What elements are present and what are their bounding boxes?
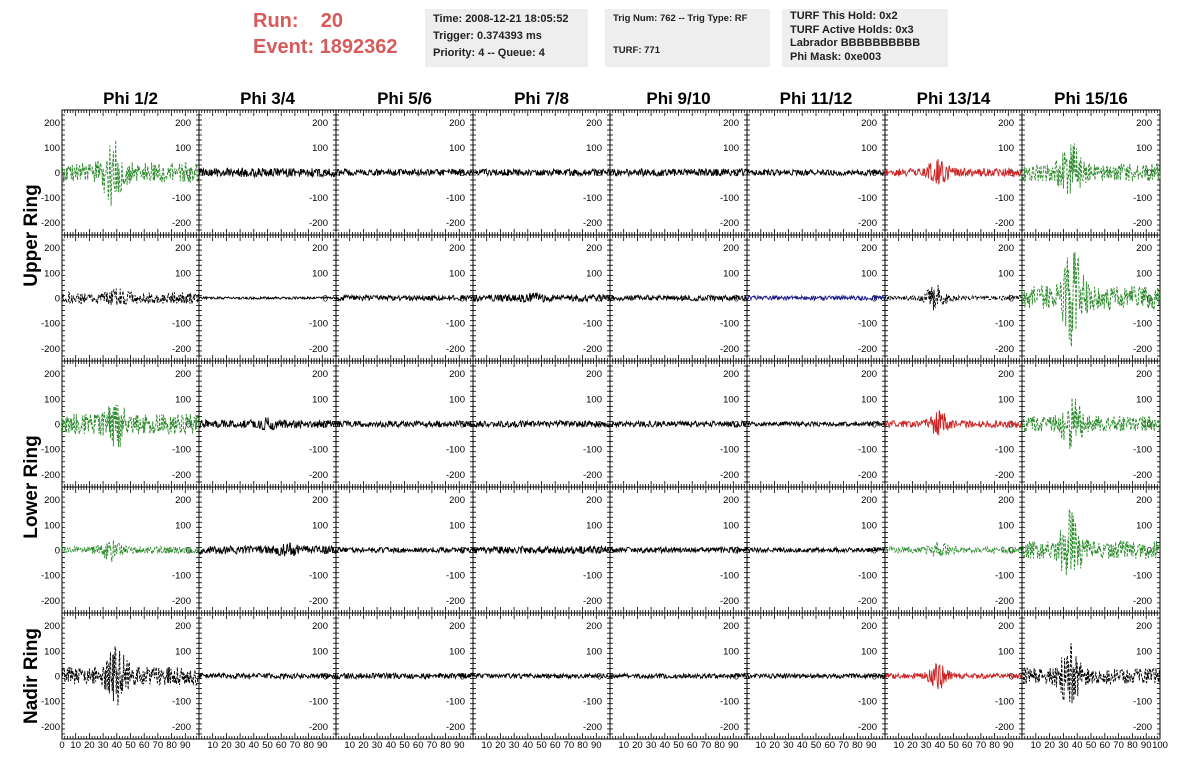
phi-column-label: Phi 13/14 [916, 89, 991, 108]
y-tick-label: 0 [1008, 168, 1014, 179]
waveform-trace [336, 421, 473, 427]
y-tick-label: 0 [54, 545, 60, 557]
y-tick-label: 200 [723, 243, 739, 255]
y-tick-label: 0 [733, 293, 739, 305]
y-tick-label: 200 [175, 243, 191, 255]
waveform-trace [885, 410, 1022, 435]
y-tick-label: 100 [586, 520, 602, 532]
y-tick-label: 0 [871, 419, 877, 431]
y-tick-label: 100 [586, 394, 602, 406]
info-line: TURF: 771 [613, 45, 660, 56]
y-tick-label: 0 [871, 545, 877, 557]
y-tick-label: -100 [719, 193, 739, 204]
y-tick-label: 100 [44, 520, 60, 532]
y-tick-label: 0 [185, 419, 191, 431]
y-tick-label: 100 [723, 394, 739, 406]
phi-column-label: Phi 5/6 [377, 89, 432, 108]
y-tick-label: -200 [171, 469, 191, 481]
y-tick-label: -100 [582, 444, 602, 456]
y-tick-label: -200 [445, 218, 465, 229]
y-tick-label: -200 [308, 595, 328, 607]
y-tick-label: 0 [322, 168, 328, 179]
y-tick-label: 200 [861, 495, 877, 507]
y-tick-label: -200 [40, 469, 60, 481]
y-tick-label: -200 [857, 343, 877, 355]
y-tick-label: 0 [185, 293, 191, 305]
y-tick-label: 100 [1136, 394, 1152, 406]
y-tick-label: 200 [449, 369, 465, 381]
y-tick-label: -200 [1132, 218, 1152, 229]
y-tick-label: 0 [459, 545, 465, 557]
y-tick-label: 100 [449, 143, 465, 154]
y-tick-label: 0 [596, 293, 602, 305]
y-tick-label: -100 [857, 570, 877, 582]
y-tick-label: -200 [40, 595, 60, 607]
y-tick-label: 100 [312, 394, 328, 406]
waveform-trace [336, 169, 473, 176]
y-tick-label: -200 [994, 469, 1014, 481]
y-tick-label: 200 [861, 118, 877, 129]
y-tick-label: -100 [582, 318, 602, 330]
y-tick-label: 0 [596, 168, 602, 179]
y-tick-label: -100 [171, 570, 191, 582]
y-tick-label: -200 [445, 469, 465, 481]
waveform-trace [610, 295, 747, 300]
info-line: Trigger: 0.374393 ms [433, 30, 542, 42]
y-tick-label: 200 [312, 495, 328, 507]
y-tick-label: -200 [582, 218, 602, 229]
y-tick-label: -100 [1132, 318, 1152, 330]
ring-label: Upper Ring [21, 184, 42, 287]
y-tick-label: -100 [719, 318, 739, 330]
y-tick-label: 200 [449, 495, 465, 507]
y-tick-label: -200 [171, 343, 191, 355]
y-tick-label: 0 [1146, 293, 1152, 305]
y-tick-label: -100 [445, 444, 465, 456]
y-tick-label: 200 [586, 118, 602, 129]
y-tick-label: -200 [994, 218, 1014, 229]
phi-column-label: Phi 7/8 [514, 89, 569, 108]
y-tick-label: 200 [1136, 243, 1152, 255]
y-tick-label: -200 [1132, 343, 1152, 355]
y-tick-label: 100 [998, 268, 1014, 280]
y-tick-label: 0 [54, 419, 60, 431]
y-tick-label: -100 [171, 318, 191, 330]
waveform-trace [62, 405, 199, 448]
y-tick-label: -200 [445, 343, 465, 355]
waveform-trace [199, 543, 336, 556]
y-tick-label: 0 [596, 545, 602, 557]
y-tick-label: -200 [171, 595, 191, 607]
run-value: 20 [320, 10, 344, 32]
y-tick-label: 100 [449, 394, 465, 406]
y-tick-label: 100 [1136, 268, 1152, 280]
y-tick-label: 100 [175, 394, 191, 406]
y-tick-label: 100 [586, 143, 602, 154]
y-tick-label: 0 [733, 545, 739, 557]
y-tick-label: -100 [582, 193, 602, 204]
y-tick-label: -200 [308, 469, 328, 481]
y-tick-label: -200 [857, 595, 877, 607]
waveform-trace [747, 296, 885, 301]
y-tick-label: -100 [171, 444, 191, 456]
y-tick-label: -200 [582, 595, 602, 607]
waveform-trace [610, 547, 747, 553]
y-tick-label: 0 [1146, 168, 1152, 179]
y-tick-label: 0 [54, 168, 60, 179]
y-tick-label: -100 [445, 193, 465, 204]
info-line: TURF Active Holds: 0x3 [790, 23, 914, 36]
y-tick-label: 200 [449, 243, 465, 255]
y-tick-label: 100 [449, 268, 465, 280]
y-tick-label: 100 [175, 268, 191, 280]
y-tick-label: 200 [998, 243, 1014, 255]
y-tick-label: -100 [857, 444, 877, 456]
y-tick-label: 200 [44, 243, 60, 255]
y-tick-label: -100 [994, 318, 1014, 330]
y-tick-label: -100 [582, 570, 602, 582]
y-tick-label: 100 [861, 268, 877, 280]
waveform-trace [199, 297, 336, 299]
y-tick-label: 0 [1008, 419, 1014, 431]
y-tick-label: -200 [994, 343, 1014, 355]
y-tick-label: 200 [998, 369, 1014, 381]
y-tick-label: 100 [312, 268, 328, 280]
y-tick-label: 0 [733, 168, 739, 179]
y-tick-label: 200 [175, 369, 191, 381]
y-tick-label: 200 [586, 243, 602, 255]
y-tick-label: 100 [1136, 143, 1152, 154]
y-tick-label: -100 [1132, 193, 1152, 204]
y-tick-label: -100 [1132, 444, 1152, 456]
y-tick-label: -100 [308, 318, 328, 330]
y-tick-label: 100 [175, 143, 191, 154]
y-tick-label: 200 [998, 118, 1014, 129]
info-line: TURF This Hold: 0x2 [790, 10, 898, 22]
y-tick-label: -100 [40, 193, 60, 204]
y-tick-label: 200 [861, 369, 877, 381]
y-tick-label: -100 [40, 444, 60, 456]
y-tick-label: -200 [719, 595, 739, 607]
info-line: Trig Num: 762 -- Trig Type: RF [613, 13, 748, 24]
waveform-trace [610, 421, 747, 427]
y-tick-label: 200 [723, 495, 739, 507]
y-tick-label: -200 [719, 469, 739, 481]
y-tick-label: 100 [44, 394, 60, 406]
event-label: Event: [253, 36, 315, 58]
phi-column-label: Phi 11/12 [779, 89, 853, 108]
y-tick-label: 200 [1136, 118, 1152, 129]
y-tick-label: 100 [44, 143, 60, 154]
y-tick-label: 0 [596, 419, 602, 431]
y-tick-label: 100 [312, 520, 328, 532]
waveform-trace [1022, 398, 1160, 449]
y-tick-label: 100 [998, 394, 1014, 406]
run-label: Run: [253, 10, 299, 32]
y-tick-label: 0 [322, 419, 328, 431]
y-tick-label: 100 [586, 268, 602, 280]
y-tick-label: 0 [459, 419, 465, 431]
y-tick-label: 100 [175, 520, 191, 532]
y-tick-label: -100 [308, 570, 328, 582]
ring-label: Nadir Ring [21, 627, 42, 725]
y-tick-label: -100 [308, 444, 328, 456]
y-tick-label: -200 [308, 343, 328, 355]
waveform-trace [473, 546, 610, 554]
y-tick-label: 0 [733, 419, 739, 431]
y-tick-label: 200 [312, 369, 328, 381]
y-tick-label: 200 [312, 118, 328, 129]
y-tick-label: -200 [719, 218, 739, 229]
y-tick-label: -100 [719, 570, 739, 582]
y-tick-label: -100 [171, 193, 191, 204]
y-tick-label: -100 [857, 193, 877, 204]
y-tick-label: -200 [582, 469, 602, 481]
waveform-trace [610, 169, 747, 177]
waveform-trace [885, 285, 1022, 310]
y-tick-label: 0 [185, 545, 191, 557]
y-tick-label: 200 [723, 118, 739, 129]
ring-label: Lower Ring [21, 435, 42, 539]
y-tick-label: 200 [861, 243, 877, 255]
y-tick-label: 100 [723, 268, 739, 280]
waveform-trace [473, 293, 610, 303]
y-tick-label: 0 [459, 168, 465, 179]
waveform-trace [62, 289, 199, 306]
y-tick-label: 0 [322, 293, 328, 305]
y-tick-label: 200 [1136, 369, 1152, 381]
waveform-trace [336, 547, 473, 552]
y-tick-label: 200 [723, 369, 739, 381]
y-tick-label: 200 [175, 118, 191, 129]
y-tick-label: 0 [185, 168, 191, 179]
waveform-trace [747, 170, 885, 176]
y-tick-label: 200 [586, 369, 602, 381]
y-tick-label: -100 [994, 444, 1014, 456]
waveform-trace [885, 159, 1022, 184]
y-tick-label: -200 [1132, 469, 1152, 481]
y-tick-label: 0 [871, 168, 877, 179]
y-tick-label: 100 [861, 394, 877, 406]
y-tick-label: -100 [857, 318, 877, 330]
y-tick-label: -100 [308, 193, 328, 204]
y-tick-label: 100 [998, 143, 1014, 154]
waveform-trace [1022, 252, 1160, 346]
y-tick-label: 200 [449, 118, 465, 129]
y-tick-label: -100 [445, 570, 465, 582]
y-tick-label: -200 [857, 218, 877, 229]
phi-column-label: Phi 9/10 [646, 89, 711, 108]
y-tick-label: 200 [44, 118, 60, 129]
y-tick-label: -200 [582, 343, 602, 355]
info-line: Priority: 4 -- Queue: 4 [433, 47, 545, 59]
waveform-trace [747, 422, 885, 426]
waveform-trace [336, 295, 473, 300]
y-tick-label: 0 [459, 293, 465, 305]
y-tick-label: 100 [723, 143, 739, 154]
y-tick-label: 200 [44, 369, 60, 381]
y-tick-label: -200 [308, 218, 328, 229]
y-tick-label: -100 [994, 193, 1014, 204]
y-tick-label: -200 [719, 343, 739, 355]
y-tick-label: -200 [40, 343, 60, 355]
y-tick-label: 0 [1146, 419, 1152, 431]
phi-column-label: Phi 1/2 [103, 89, 158, 108]
y-tick-label: -100 [719, 444, 739, 456]
y-tick-label: 100 [449, 520, 465, 532]
y-tick-label: -200 [445, 595, 465, 607]
event-value: 1892362 [319, 36, 398, 58]
y-tick-label: 100 [44, 268, 60, 280]
y-tick-label: 200 [586, 495, 602, 507]
y-tick-label: -200 [857, 469, 877, 481]
waveform-trace [473, 421, 610, 427]
y-tick-label: -100 [40, 570, 60, 582]
waveform-trace [199, 168, 336, 177]
y-tick-label: 100 [312, 143, 328, 154]
info-line: Labrador BBBBBBBBBB [790, 37, 921, 49]
y-tick-label: 0 [54, 293, 60, 305]
info-line: Time: 2008-12-21 18:05:52 [433, 13, 569, 25]
y-tick-label: -200 [171, 218, 191, 229]
y-tick-label: -100 [40, 318, 60, 330]
y-tick-label: 0 [322, 545, 328, 557]
info-line: Phi Mask: 0xe003 [790, 50, 882, 63]
phi-column-label: Phi 15/16 [1054, 89, 1128, 108]
y-tick-label: -100 [445, 318, 465, 330]
y-tick-label: 200 [312, 243, 328, 255]
y-tick-label: 0 [1008, 293, 1014, 305]
y-tick-label: 200 [175, 495, 191, 507]
y-tick-label: 0 [871, 293, 877, 305]
y-tick-label: 100 [723, 520, 739, 532]
waveform-trace [62, 540, 199, 562]
phi-column-label: Phi 3/4 [240, 89, 295, 108]
y-tick-label: 200 [44, 495, 60, 507]
waveform-trace [473, 169, 610, 176]
waveform-trace [199, 417, 336, 429]
waveform-trace [747, 548, 885, 553]
y-tick-label: 100 [861, 520, 877, 532]
y-tick-label: 100 [861, 143, 877, 154]
y-tick-label: -200 [40, 218, 60, 229]
